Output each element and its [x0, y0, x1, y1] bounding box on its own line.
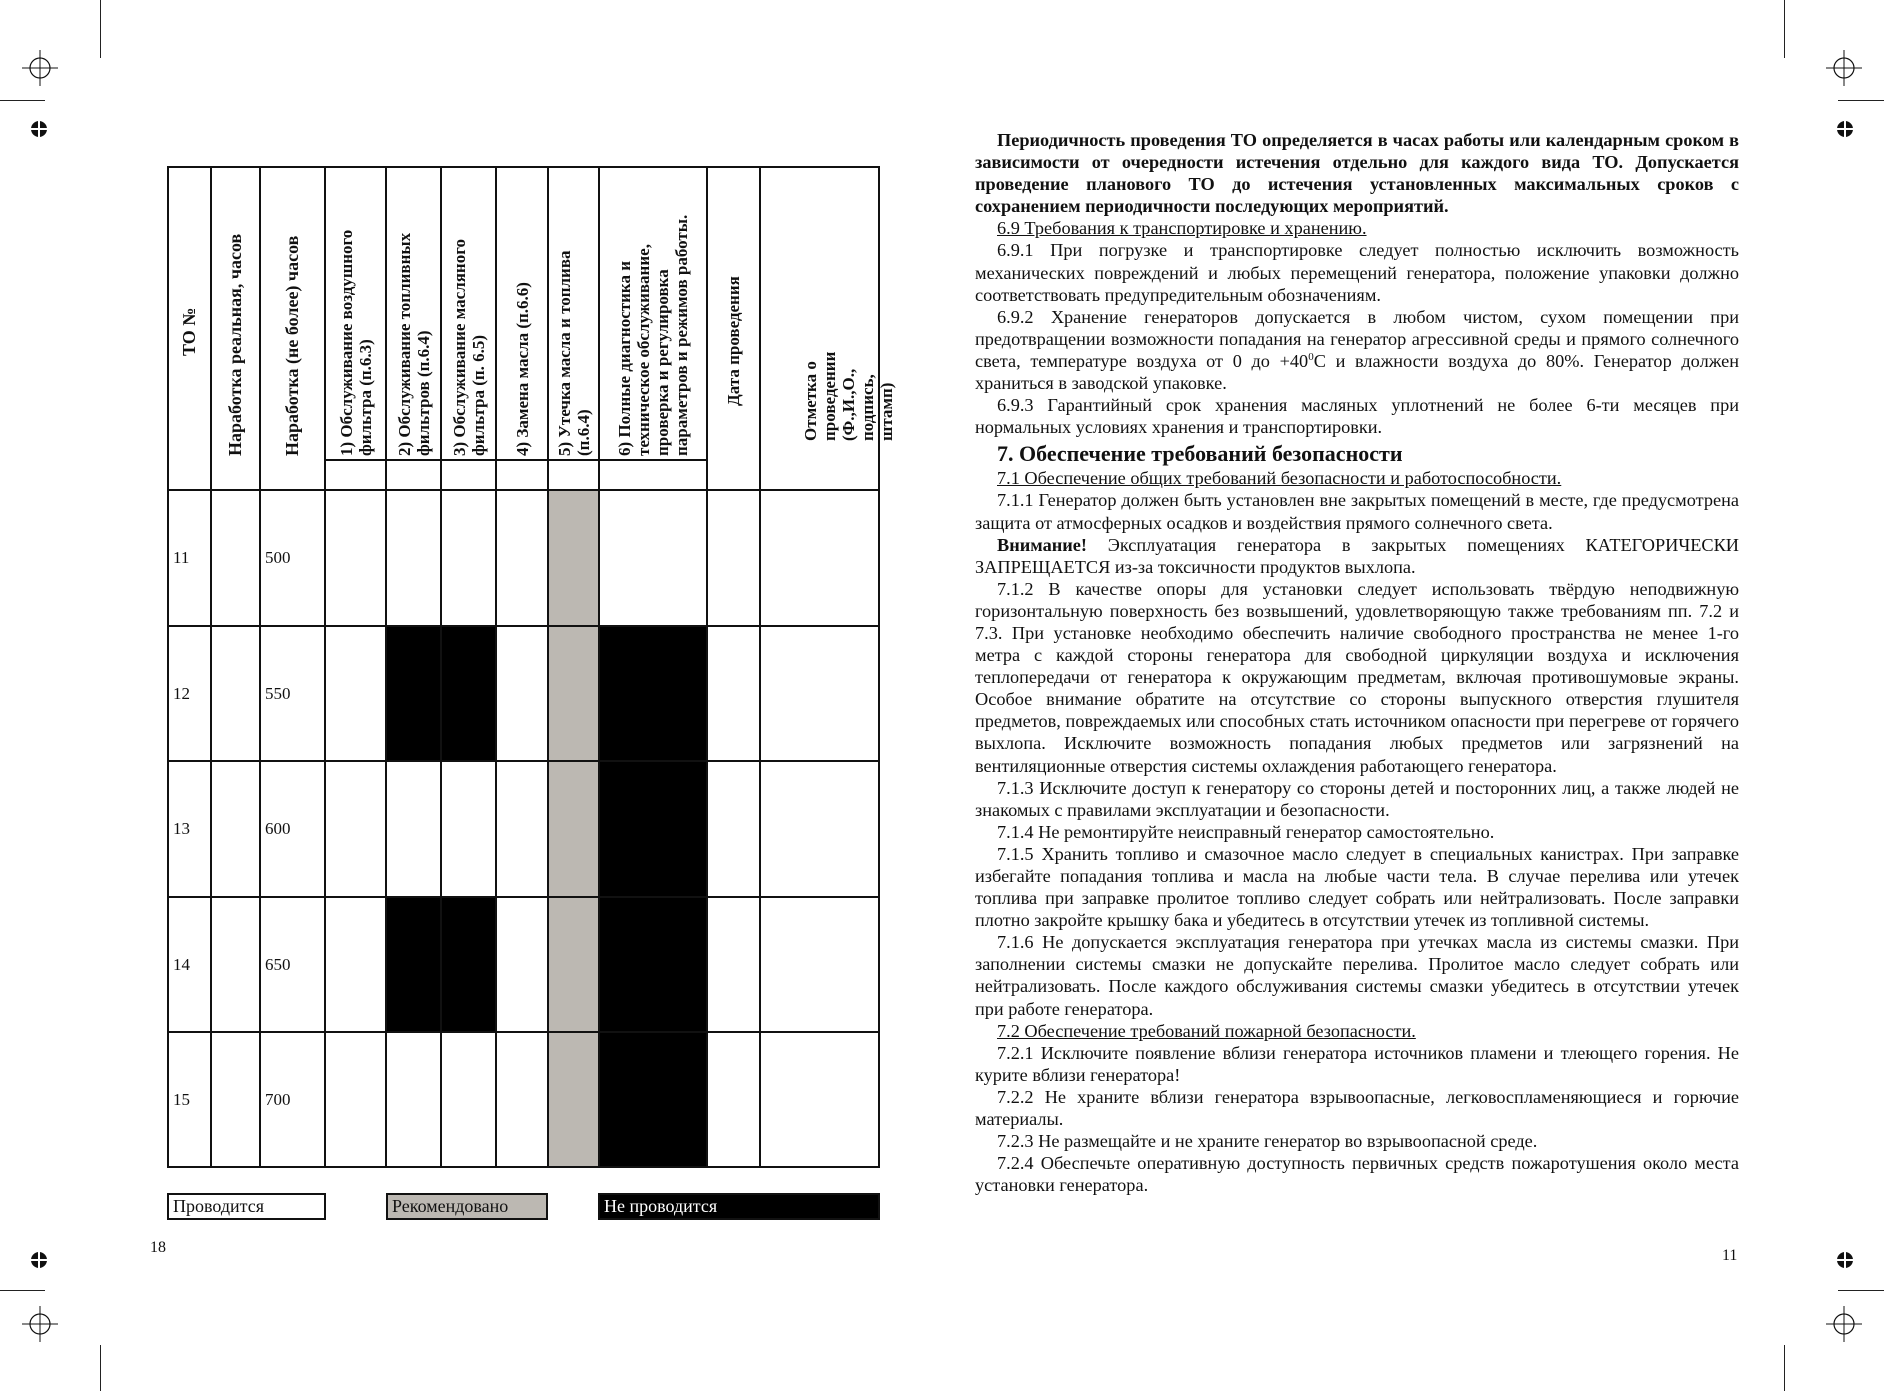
schedule-cell-not — [386, 897, 441, 1032]
paragraph-7-1-6: 7.1.6 Не допускается эксплуатация генератора при утечках масла из системы смазки. При заполнении системы смазки не допускайте перелива. Пролитое масло следует собрать или нейтрализовать. После каждого обслуживания системы смазки убедитесь в отсутствии утечек при работе генератора. — [975, 932, 1739, 1019]
page-number-left: 18 — [150, 1239, 166, 1256]
grid-line — [495, 166, 497, 1168]
grid-line — [167, 760, 880, 762]
row-hours-max: 700 — [265, 1090, 291, 1109]
page-number-right: 11 — [1722, 1247, 1738, 1264]
schedule-cell-done — [441, 490, 496, 626]
schedule-cell-recommended — [548, 626, 599, 761]
paragraph-7-1-1: 7.1.1 Генератор должен быть установлен вне закрытых помещений в месте, где предусмотрена защита от атмосферных осадков и воздействия прямого солнечного света. — [975, 490, 1739, 533]
row-to-number: 13 — [173, 819, 190, 838]
schedule-cell-not — [599, 897, 707, 1032]
section-7-heading: 7. Обеспечение требований безопасности — [997, 441, 1403, 467]
schedule-cell-done — [496, 490, 548, 626]
crop-mark — [100, 0, 101, 58]
registration-dot-icon — [31, 1252, 47, 1268]
warning-paragraph: Внимание! Эксплуатация генератора в закрытых помещениях КАТЕГОРИЧЕСКИ ЗАПРЕЩАЕТСЯ из-за токсичности продуктов выхлопа. — [975, 534, 1739, 577]
header-date: Дата проведения — [724, 276, 743, 406]
paragraph-7-2-3: 7.2.3 Не размещайте и не храните генератор во взрывоопасной среде. — [997, 1131, 1538, 1152]
grid-line — [706, 166, 708, 1168]
warning-label: Внимание! — [997, 534, 1087, 555]
header-op5: 5) Утечка масла и топлива (п.6.4) — [554, 250, 593, 456]
schedule-cell-done — [325, 897, 386, 1032]
paragraph-7-2-4: 7.2.4 Обеспечьте оперативную доступность первичных средств пожаротушения около места установки генератора. — [975, 1153, 1739, 1196]
section-6-9-title: 6.9 Требования к транспортировке и хранению. — [997, 218, 1367, 239]
crop-mark — [0, 1290, 45, 1291]
grid-line — [598, 166, 600, 1168]
paragraph-7-1-3: 7.1.3 Исключите доступ к генератору со стороны детей и посторонних лиц, а также людей не знакомых с правилами эксплуатации и безопасности. — [975, 777, 1739, 820]
paragraph-7-1-4: 7.1.4 Не ремонтируйте неисправный генератор самостоятельно. — [997, 821, 1495, 842]
registration-dot-icon — [1837, 121, 1853, 137]
grid-line — [385, 166, 387, 1168]
row-to-number: 15 — [173, 1090, 190, 1109]
header-note: Отметка о проведении (Ф.,И.,О., подпись, штамп) — [801, 351, 896, 441]
row-to-number: 14 — [173, 954, 190, 974]
registration-dot-icon — [1837, 1252, 1853, 1268]
grid-line — [167, 1031, 880, 1033]
crop-mark — [1784, 1345, 1785, 1391]
grid-line — [759, 166, 761, 1168]
intro-paragraph: Периодичность проведения ТО определяется в часах работы или календарным сроком в зависимости от очередности истечения отдельно для каждого вида ТО. Допускается проведение планового ТО до истечения установленных максимальных сроков с сохранением периодичности последующих мероприятий. — [975, 130, 1739, 217]
schedule-cell-done — [496, 897, 548, 1032]
registration-mark-icon — [1826, 1306, 1862, 1342]
grid-line — [167, 625, 880, 627]
schedule-cell-not — [599, 1032, 707, 1168]
grid-line — [547, 166, 549, 1168]
schedule-cell-done — [325, 490, 386, 626]
grid-line — [167, 166, 880, 168]
row-to-number: 12 — [173, 683, 190, 703]
header-op2: 2) Обслуживание топливных фильтров (п.6.4) — [394, 232, 433, 456]
schedule-cell-done — [325, 761, 386, 897]
paragraph-7-1-5: 7.1.5 Хранить топливо и смазочное масло следует в специальных канистрах. При заправке избегайте попадания топлива и масла на любые части тела. В случае перелива или утечек топлива при заправке пролитое топливо следует собрать или нейтрализовать. После заправки плотно закройте крышку бака и убедитесь в отсутствии утечек из топливной системы. — [975, 843, 1739, 931]
right-page-text — [975, 129, 1739, 1196]
schedule-cell-done — [386, 761, 441, 897]
crop-mark — [0, 100, 45, 101]
schedule-cell-done — [386, 490, 441, 626]
section-7-2-title: 7.2 Обеспечение требований пожарной безопасности. — [997, 1020, 1416, 1041]
schedule-cell-not — [599, 761, 707, 897]
row-hours-max: 500 — [265, 548, 291, 567]
header-op6: 6) Полные диагностика и техническое обслуживание, проверка и регулировка параметров и режимов работы. — [615, 214, 691, 456]
grid-line — [167, 166, 169, 1168]
grid-line — [878, 166, 880, 1168]
paragraph-6-9-1: 6.9.1 При погрузке и транспортировке следует полностью исключить возможность механических повреждений и любых перемещений генератора, положение упаковки должно соответствовать предупредительным обозначениям. — [975, 240, 1739, 305]
schedule-cell-not — [441, 626, 496, 761]
grid-line — [324, 459, 707, 461]
schedule-cell-done — [496, 1032, 548, 1168]
registration-mark-icon — [1826, 50, 1862, 86]
row-hours-max: 550 — [265, 683, 291, 703]
schedule-cell-recommended — [548, 1032, 599, 1168]
grid-line — [440, 166, 442, 1168]
schedule-cell-done — [441, 761, 496, 897]
crop-mark — [1838, 1290, 1884, 1291]
schedule-cell-not — [386, 626, 441, 761]
paragraph-7-1-2: 7.1.2 В качестве опоры для установки следует использовать твёрдую неподвижную горизонтальную поверхность без возвышений, удовлетворяющую также требованиям пп. 7.2 и 7.3. При установке необходимо обеспечить наличие свободного пространства не менее 1-го метра с каждой стороны генератора для свободной циркуляции воздуха и исключения теплопередачи от генератора к окружающим предметам, включая противошумовые экраны. Особое внимание обратите на отсутствие со стороны выпускного отверстия глушителя предметов, повреждаемых или способных стать источником опасности при перегреве от горячего выхлопа. Исключите возможность попадания любых предметов или загрязнений на вентиляционные отверстия системы охлаждения работающего генератора. — [975, 578, 1739, 776]
registration-mark-icon — [22, 50, 58, 86]
legend-recommended: Рекомендовано — [386, 1193, 548, 1220]
header-op1: 1) Обслуживание воздушного фильтра (п.6.3) — [336, 229, 375, 456]
schedule-cell-done — [496, 626, 548, 761]
grid-line — [167, 896, 880, 898]
header-hours-max: Наработка (не более) часов — [282, 235, 302, 456]
header-to-number: ТО № — [178, 307, 199, 356]
maintenance-schedule-table — [167, 166, 896, 1168]
paragraph-7-2-2: 7.2.2 Не храните вблизи генератора взрывоопасные, легковоспламеняющиеся и горючие материалы. — [975, 1086, 1739, 1130]
schedule-cell-not — [441, 897, 496, 1032]
legend-done: Проводится — [167, 1193, 326, 1220]
row-hours-max: 600 — [265, 819, 291, 838]
paragraph-6-9-2: 6.9.2 Хранение генераторов допускается в любом чистом, сухом помещении при предотвращении возможности попадания на генератор агрессивной среды и прямого солнечного света, температуре воздуха от 0 до $+40^0С$ и влажности воздуха до 80%. Генератор должен храниться в заводской упаковке. — [975, 306, 1739, 394]
paragraph-6-9-3: 6.9.3 Гарантийный срок хранения масляных уплотнений не более 6-ти месяцев при нормальных условиях хранения и транспортировки. — [975, 395, 1739, 438]
schedule-cell-done — [325, 626, 386, 761]
registration-mark-icon — [22, 1306, 58, 1342]
schedule-cell-done — [386, 1032, 441, 1168]
header-op3: 3) Обслуживание масляного фильтра (п. 6.5) — [449, 238, 488, 456]
grid-line — [259, 166, 261, 1168]
crop-mark — [1784, 0, 1785, 58]
grid-line — [167, 489, 880, 491]
schedule-cell-done — [325, 1032, 386, 1168]
crop-mark — [1838, 100, 1884, 101]
schedule-cell-done — [496, 761, 548, 897]
schedule-cell-recommended — [548, 490, 599, 626]
schedule-cell-done — [599, 490, 707, 626]
schedule-cell-recommended — [548, 761, 599, 897]
grid-line — [167, 1166, 880, 1168]
schedule-cell-recommended — [548, 897, 599, 1032]
row-hours-max: 650 — [265, 954, 291, 974]
grid-line — [210, 166, 212, 1168]
header-hours-actual: Наработка реальная, часов — [225, 233, 245, 456]
crop-mark — [100, 1345, 101, 1391]
grid-line — [324, 166, 326, 1168]
header-op4: 4) Замена масла (п.6.6) — [512, 282, 532, 456]
schedule-cell-not — [599, 626, 707, 761]
paragraph-7-2-1: 7.2.1 Исключите появление вблизи генератора источников пламени и тлеющего горения. Не курите вблизи генератора! — [975, 1042, 1739, 1085]
row-to-number: 11 — [173, 548, 190, 567]
registration-dot-icon — [31, 121, 47, 137]
section-7-1-title: 7.1 Обеспечение общих требований безопасности и работоспособности. — [997, 468, 1562, 489]
schedule-cell-done — [441, 1032, 496, 1168]
legend-not-performed: Не проводится — [598, 1193, 880, 1220]
